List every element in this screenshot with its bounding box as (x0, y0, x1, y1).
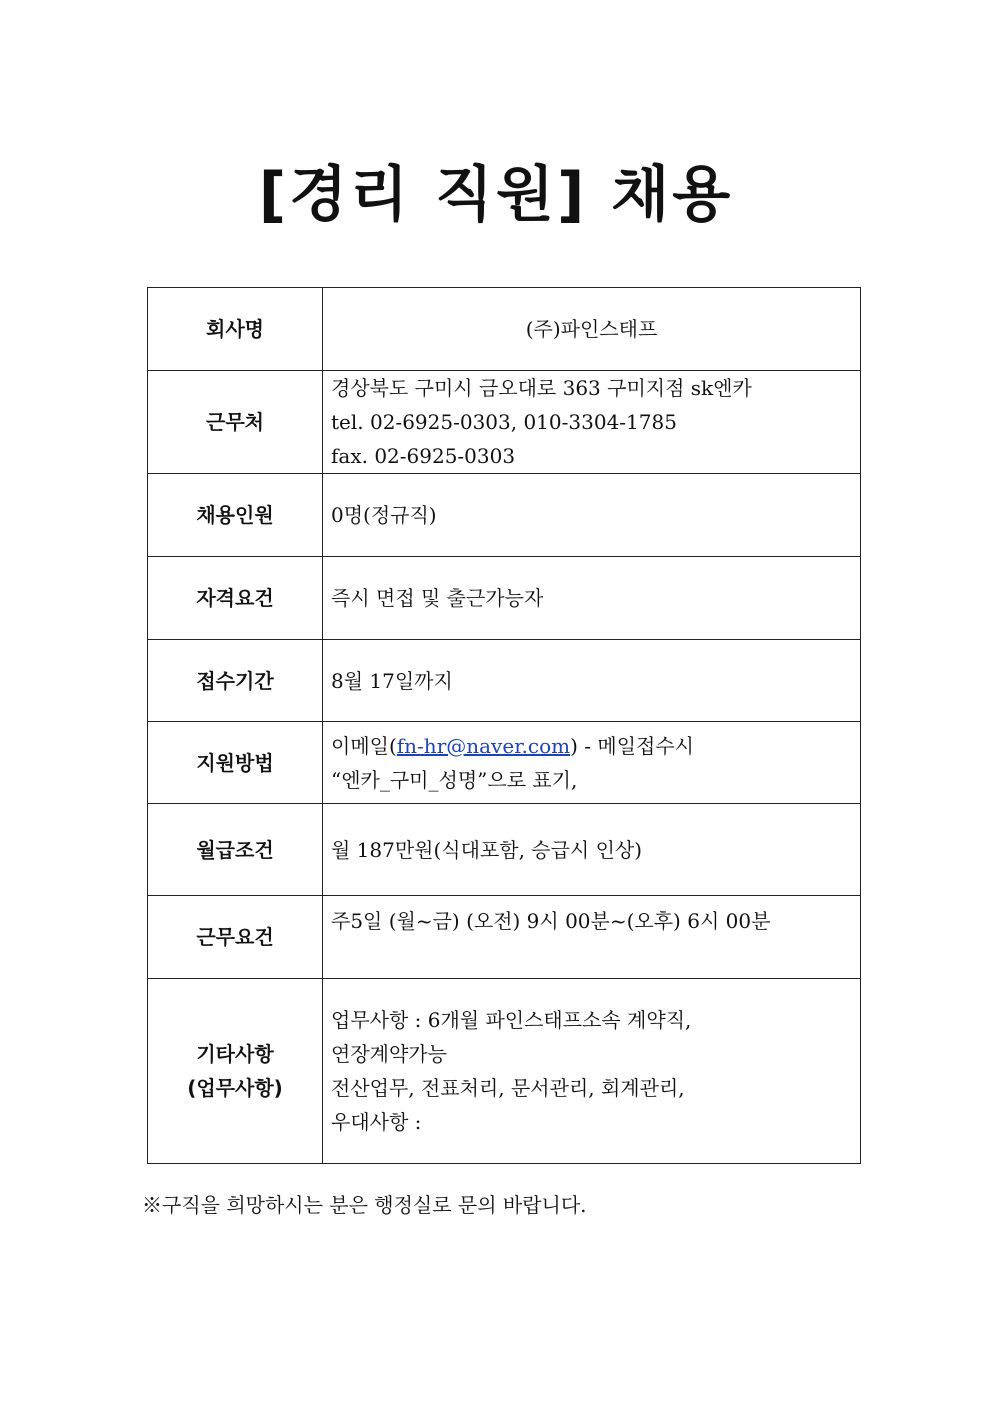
other-line-1: 업무사항 : 6개월 파인스태프소속 계약직, (331, 1008, 692, 1032)
qualification-label: 자격요건 (148, 557, 323, 640)
period-label: 접수기간 (148, 640, 323, 722)
table-row-company (148, 288, 861, 371)
apply-line-2: “엔카_구미_성명”으로 표기, (331, 767, 578, 792)
apply-prefix: 이메일( (331, 733, 397, 758)
company-value: (주)파인스태프 (323, 288, 861, 371)
hours-label: 근무요건 (148, 896, 323, 979)
company-label: 회사명 (148, 288, 323, 371)
period-value: 8월 17일까지 (323, 640, 861, 722)
table-row-other (148, 979, 861, 1164)
email-link[interactable]: fn-hr@naver.com (396, 733, 571, 758)
apply-suffix: ) - 메일접수시 (570, 733, 695, 758)
hours-value: 주5일 (월~금) (오전) 9시 00분~(오후) 6시 00분 (323, 896, 861, 979)
table-row-hours (148, 896, 861, 979)
salary-label: 월급조건 (148, 804, 323, 896)
workplace-address: 경상북도 구미시 금오대로 363 구미지점 sk엔카 (331, 376, 752, 400)
table-row-workplace (148, 371, 861, 474)
page-title: [경리 직원] 채용 (258, 160, 734, 230)
other-line-4: 우대사항 : (331, 1110, 422, 1134)
apply-line-1 (331, 729, 860, 763)
other-value (323, 979, 861, 1164)
other-label (148, 979, 323, 1164)
other-label-line-2: (업무사항) (187, 1076, 283, 1100)
apply-value (323, 722, 861, 804)
workplace-value (323, 371, 861, 474)
salary-value: 월 187만원(식대포함, 승급시 인상) (323, 804, 861, 896)
headcount-value: 0명(정규직) (323, 474, 861, 557)
table-row-salary (148, 804, 861, 896)
workplace-fax: fax. 02-6925-0303 (331, 444, 516, 468)
job-info-table (147, 287, 861, 1164)
workplace-tel: tel. 02-6925-0303, 010-3304-1785 (331, 410, 677, 434)
footer-note: ※구직을 희망하시는 분은 행정실로 문의 바랍니다. (142, 1193, 587, 1217)
other-line-2: 연장계약가능 (331, 1042, 447, 1066)
table-row-period (148, 640, 861, 722)
table-row-headcount (148, 474, 861, 557)
workplace-label: 근무처 (148, 371, 323, 474)
headcount-label: 채용인원 (148, 474, 323, 557)
other-line-3: 전산업무, 전표처리, 문서관리, 회계관리, (331, 1076, 685, 1100)
apply-label: 지원방법 (148, 722, 323, 804)
table-row-qualification (148, 557, 861, 640)
table-row-apply (148, 722, 861, 804)
other-label-line-1: 기타사항 (196, 1042, 274, 1066)
qualification-value: 즉시 면접 및 출근가능자 (323, 557, 861, 640)
